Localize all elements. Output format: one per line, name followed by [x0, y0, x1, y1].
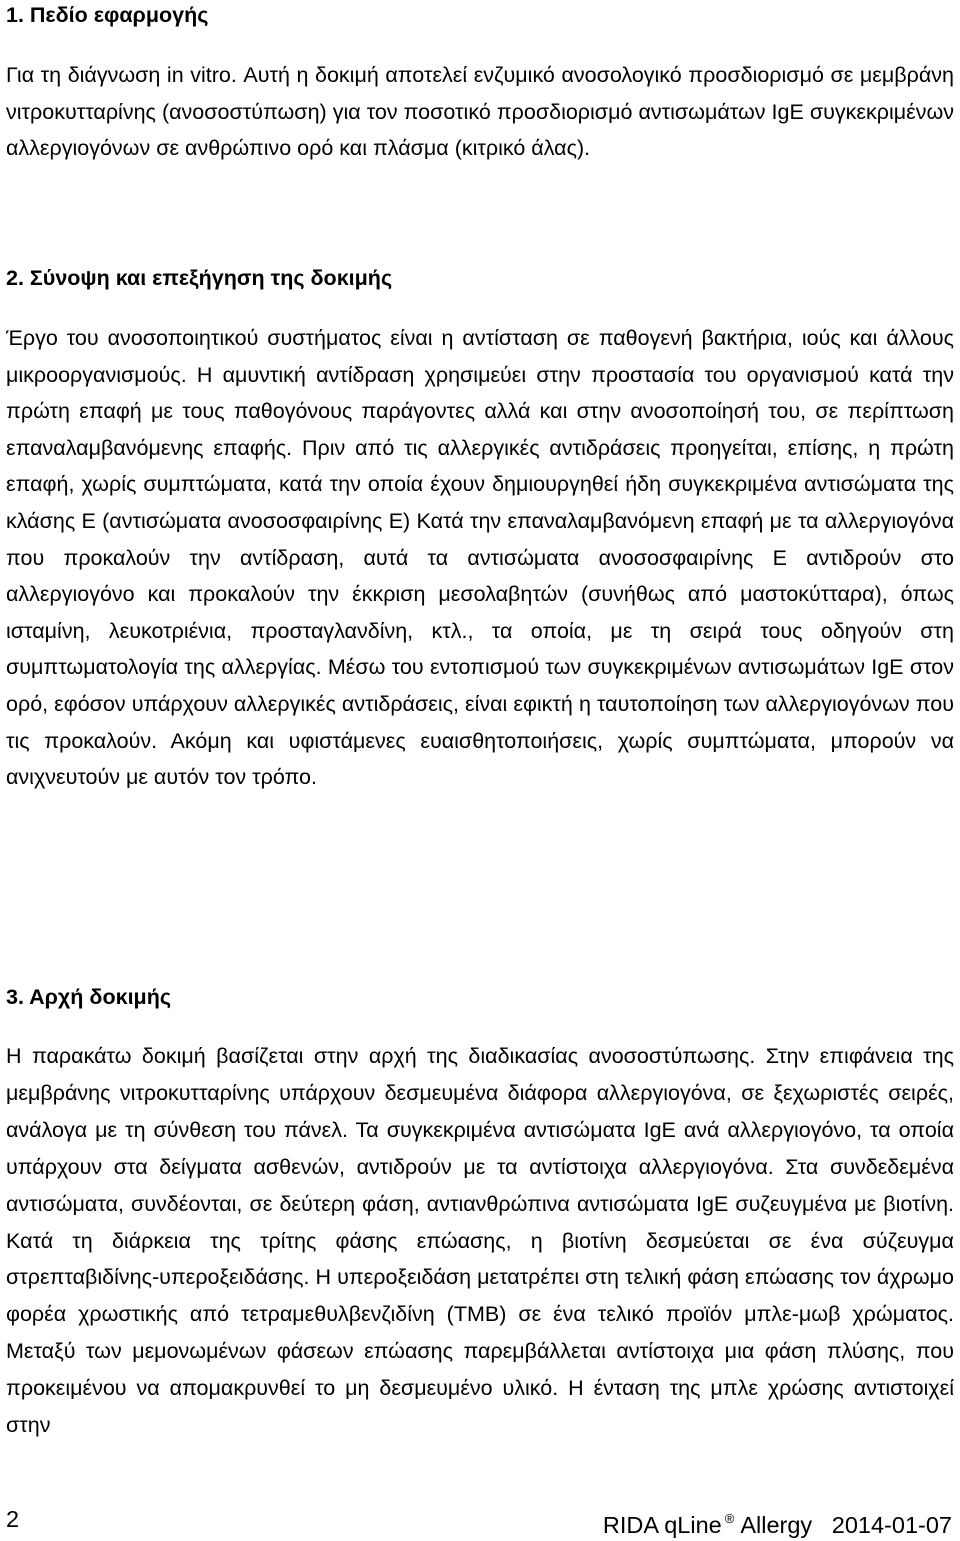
section-heading-summary: 2. Σύνοψη και επεξήγηση της δοκιμής	[6, 266, 393, 290]
footer-document-info	[603, 1503, 952, 1541]
section-text-summary: Έργο του ανοσοποιητικού συστήματος είναι η αντίσταση σε παθογενή βακτήρια, ιούς και άλλους μικροοργανισμούς. Η αμυντική αντίδραση χρησιμεύει στην προστασία του οργανισμού κατά την πρώτη επαφή με τους παθογόνους παράγοντες αλλά και στην ανοσοποίησή του, σε περίπτωση επαναλαμβανόμενης επαφής. Πριν από τις αλλεργικές αντιδράσεις προηγείται, επίσης, η πρώτη επαφή, χωρίς συμπτώματα, κατά την οποία έχουν δημιουργηθεί ήδη συγκεκριμένα αντισώματα της κλάσης Ε (αντισώματα ανοσοσφαιρίνης Ε) Κατά την επαναλαμβανόμενη επαφή με τα αλλεργιογόνα που προκαλούν την αντίδραση, αυτά τα αντισώματα ανοσοσφαιρίνης Ε αντιδρούν στο αλλεργιογόνο και προκαλούν την έκκριση μεσολαβητών (συνήθως από μαστοκύτταρα), όπως ισταμίνη, λευκοτριένια, προσταγλανδίνη, κτλ., τα οποία, με τη σειρά τους οδηγούν στη συμπτωματολογία της αλλεργίας. Μέσω του εντοπισμού των συγκεκριμένων αντισωμάτων IgE στον ορό, εφόσον υπάρχουν αλλεργικές αντιδράσεις, είναι εφικτή η ταυτοποίηση των αλλεργιογόνων που τις προκαλούν. Ακόμη και υφιστάμενες ευαισθητοποιήσεις, χωρίς συμπτώματα, μπορούν να ανιχνευτούν με αυτόν τον τρόπο.	[6, 326, 954, 790]
footer-page-number: 2	[6, 1506, 20, 1532]
section-text-principle: Η παρακάτω δοκιμή βασίζεται στην αρχή της διαδικασίας ανοσοστύπωσης. Στην επιφάνεια της μεμβράνης νιτροκυτταρίνης υπάρχουν δεσμευμένα διάφορα αλλεργιογόνα, σε ξεχωριστές σειρές, ανάλογα με τη σύνθεση του πάνελ. Τα συγκεκριμένα αντισώματα IgE ανά αλλεργιογόνο, τα οποία υπάρχουν στα δείγματα ασθενών, αντιδρούν με τα αντίστοιχα αλλεργιογόνα. Στα συνδεδεμένα αντισώματα, συνδέονται, σε δεύτερη φάση, αντιανθρώπινα αντισώματα IgE συζευγμένα με βιοτίνη. Κατά τη διάρκεια της τρίτης φάσης επώασης, η βιοτίνη δεσμεύεται σε ένα σύζευγμα στρεπταβιδίνης-υπεροξειδάσης. Η υπεροξειδάση μετατρέπει στη τελική φάση επώασης τον άχρωμο φορέα χρωστικής από τετραμεθυλβενζιδίνη (TMB) σε ένα τελικό προϊόν μπλε-μωβ χρώματος. Μεταξύ των μεμονωμένων φάσεων επώασης παρεμβάλλεται αντίστοιχα μια φάση πλύσης, που προκειμένου να απομακρυνθεί το μη δεσμευμένο υλικό. Η ένταση της μπλε χρώσης αντιστοιχεί στην	[6, 1044, 954, 1438]
section-heading-principle: 3. Αρχή δοκιμής	[6, 985, 172, 1009]
section-heading-scope: 1. Πεδίο εφαρμογής	[6, 3, 209, 27]
footer-product-suffix: Allergy	[740, 1512, 813, 1538]
page-footer	[6, 1503, 952, 1538]
registered-trademark-icon: ®	[724, 1511, 735, 1526]
footer-date: 2014-01-07	[831, 1512, 952, 1538]
footer-product-name: RIDA qLine	[602, 1512, 722, 1538]
section-text-scope: Για τη διάγνωση in vitro. Αυτή η δοκιμή αποτελεί ενζυμικό ανοσολογικό προσδιορισμό σε μεμβράνη νιτροκυτταρίνης (ανοσοστύπωση) για τον ποσοτικό προσδιορισμό αντισωμάτων IgE συγκεκριμένων αλλεργιογόνων σε ανθρώπινο ορό και πλάσμα (κιτρικό άλας).	[6, 63, 954, 160]
